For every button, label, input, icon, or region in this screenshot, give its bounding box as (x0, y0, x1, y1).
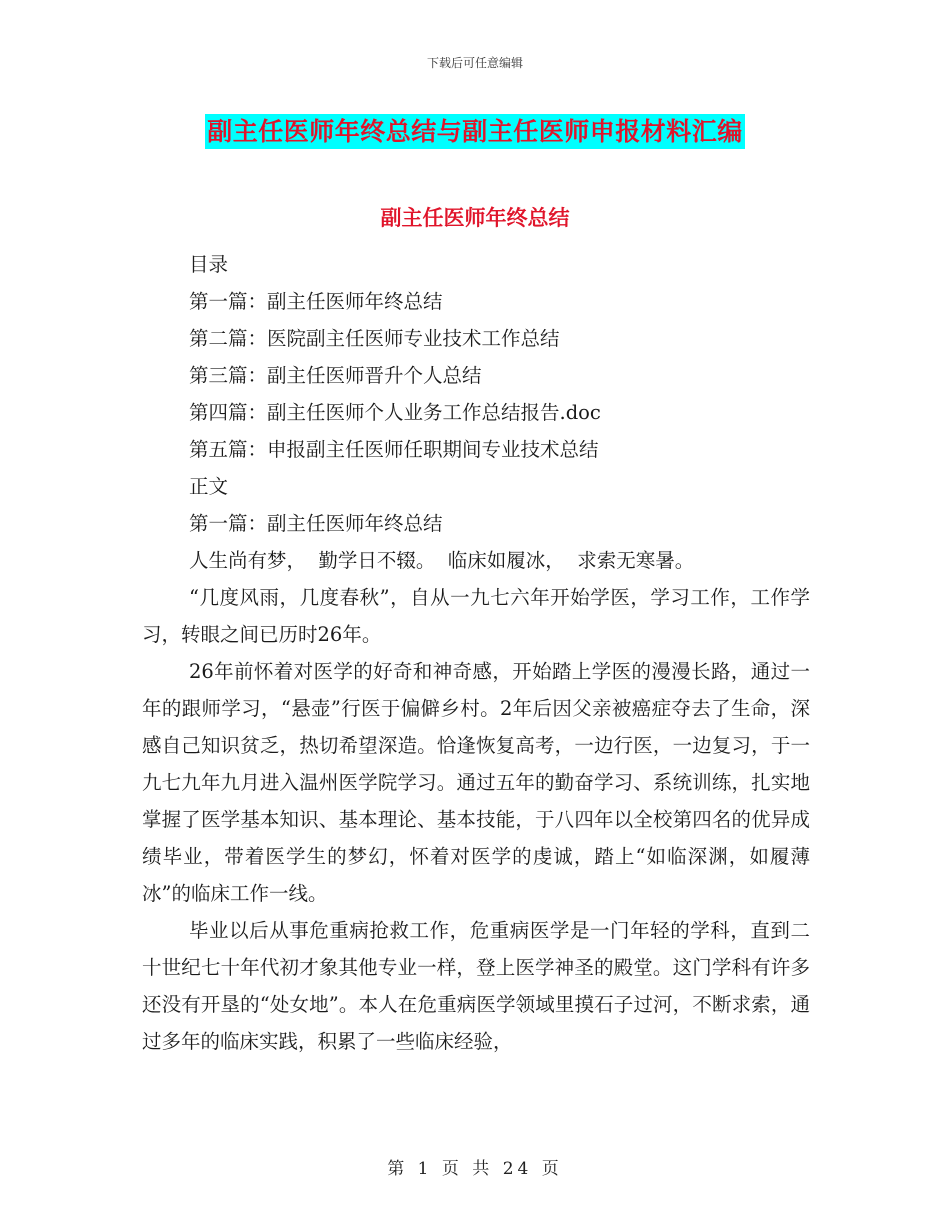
chapter-heading: 第一篇：副主任医师年终总结 (189, 512, 443, 535)
toc-item-4: 第四篇：副主任医师个人业务工作总结报告.doc (189, 401, 601, 424)
section-title: 副主任医师年终总结 (380, 206, 570, 230)
paragraph: 毕业以后从事危重病抢救工作，危重病医学是一门年轻的学科，直到二十世纪七十年代初才象其他专业一样，登上医学神圣的殿堂。这门学科有许多还没有开垦的“处女地”。本人在危重病医学领域里摸石子过河，不断求索，通过多年的临床实践，积累了一些临床经验， (142, 919, 810, 1053)
poem-line: 人生尚有梦， 勤学日不辍。 临床如履冰， 求索无寒暑。 (189, 549, 695, 572)
toc-heading: 目录 (189, 253, 229, 276)
toc-item-5: 第五篇：申报副主任医师任职期间专业技术总结 (189, 438, 599, 461)
document-body (142, 246, 810, 1060)
toc-item-3: 第三篇：副主任医师晋升个人总结 (189, 364, 482, 387)
toc-item-1: 第一篇：副主任医师年终总结 (189, 290, 443, 313)
body-heading: 正文 (189, 475, 229, 498)
main-title-text: 副主任医师年终总结与副主任医师申报材料汇编 (205, 114, 745, 149)
paragraph: “几度风雨，几度春秋”，自从一九七六年开始学医，学习工作，工作学习，转眼之间已历时26年。 (142, 586, 810, 646)
page-footer: 第 1 页 共 24 页 (387, 1159, 563, 1179)
toc-item-2: 第二篇：医院副主任医师专业技术工作总结 (189, 327, 560, 350)
header-note: 下载后可任意编辑 (426, 56, 523, 70)
paragraph: 26年前怀着对医学的好奇和神奇感，开始踏上学医的漫漫长路，通过一年的跟师学习，“悬壶”行医于偏僻乡村。2年后因父亲被癌症夺去了生命，深感自己知识贫乏，热切希望深造。恰逢恢复高考，一边行医，一边复习，于一九七九年九月进入温州医学院学习。通过五年的勤奋学习、系统训练，扎实地掌握了医学基本知识、基本理论、基本技能，于八四年以全校第四名的优异成绩毕业，带着医学生的梦幻，怀着对医学的虔诚，踏上“如临深渊，如履薄冰”的临床工作一线。 (142, 660, 810, 905)
main-title (0, 112, 950, 148)
